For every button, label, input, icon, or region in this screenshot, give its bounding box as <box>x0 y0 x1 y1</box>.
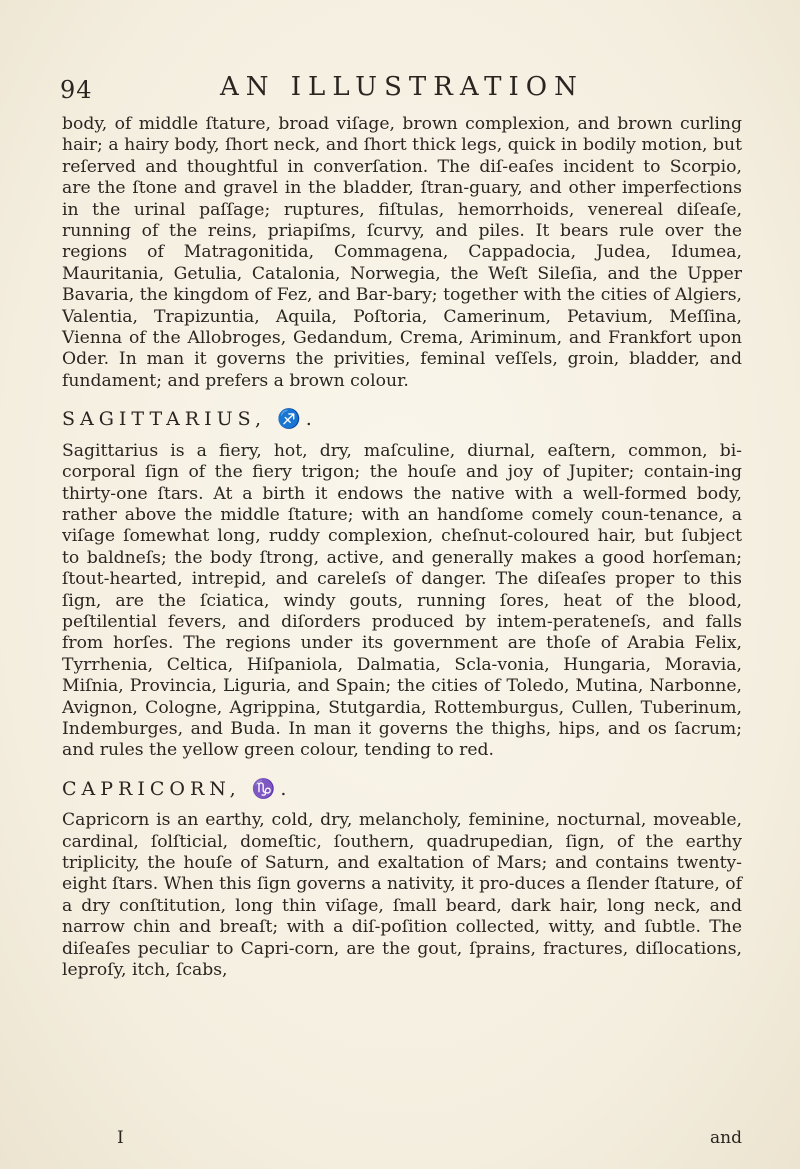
sagittarius-paragraph: Sagittarius is a fiery, hot, dry, maſculine, diurnal, eaſtern, common, bi-corporal ſign of the fiery trigon; the houſe and joy of Jupiter; contain-ing thirty-one ſtars. At a birth it endows the native with a well-formed body, rather above the middle ſtature; with an handſome comely coun-tenance, a viſage ſomewhat long, ruddy complexion, cheſnut-coloured hair, but ſubject to baldneſs; the body ſtrong, active, and generally makes a good horſeman; ſtout-hearted, intrepid, and careleſs of danger. The diſeaſes proper to this ſign, are the ſciatica, windy gouts, running ſores, heat of the blood, peſtilential fevers, and diſorders produced by intem-perateneſs, and falls from horſes. The regions under its government are thoſe of Arabia Felix, Tyrrhenia, Celtica, Hiſpaniola, Dalmatia, Scla-vonia, Hungaria, Moravia, Miſnia, Provincia, Liguria, and Spain; the cities of Toledo, Mutina, Narbonne, Avignon, Cologne, Agrippina, Stutgardia, Rottemburgus, Cullen, Tuberinum, Indemburges, and Buda. In man it governs the thighs, hips, and os ſacrum; and rules the yellow green colour, tending to red. <box>62 440 742 761</box>
sagittarius-heading: SAGITTARIUS, ♐. <box>62 408 317 431</box>
page-header <box>60 72 740 112</box>
capricorn-heading: CAPRICORN, ♑. <box>62 777 292 800</box>
signature-mark: I <box>117 1128 124 1148</box>
running-head: AN ILLUSTRATION <box>220 72 584 102</box>
catchword: and <box>710 1128 742 1148</box>
page-number: 94 <box>60 76 93 104</box>
capricorn-paragraph: Capricorn is an earthy, cold, dry, melancholy, feminine, nocturnal, moveable, cardinal, ſolſticial, domeſtic, ſouthern, quadrupedian, ſign, of the earthy triplicity, the houſe of Saturn, and exaltation of Mars; and contains twenty-eight ſtars. When this ſign governs a nativity, it pro-duces a ſlender ſtature, of a dry conſtitution, long thin viſage, ſmall beard, dark hair, long neck, and narrow chin and breaſt; with a diſ-poſition collected, witty, and ſubtle. The diſeaſes peculiar to Capri-corn, are the gout, ſprains, fractures, diſlocations, leproſy, itch, ſcabs, <box>62 810 742 981</box>
page-footer <box>62 1128 742 1154</box>
scorpio-continuation-paragraph: body, of middle ſtature, broad viſage, brown complexion, and brown curling hair; a hairy body, ſhort neck, and ſhort thick legs, quick in bodily motion, but reſerved and thoughtful in converſation. The diſ-eaſes incident to Scorpio, are the ſtone and gravel in the bladder, ſtran-guary, and other imperfections in the urinal paſſage; ruptures, fiſtulas, hemorrhoids, venereal diſeaſe, running of the reins, priapiſms, ſcurvy, and piles. It bears rule over the regions of Matragonitida, Commagena, Cappadocia, Judea, Idumea, Mauritania, Getulia, Catalonia, Norwegia, the Weſt Sileſia, and the Upper Bavaria, the kingdom of Fez, and Bar-bary; together with the cities of Algiers, Valentia, Trapizuntia, Aquila, Poſtoria, Camerinum, Petavium, Meſſina, Vienna of the Allobroges, Gedandum, Crema, Ariminum, and Frankfort upon Oder. In man it governs the privities, feminal veſſels, groin, bladder, and fundament; and prefers a brown colour. <box>62 114 742 391</box>
body-text <box>62 114 742 981</box>
